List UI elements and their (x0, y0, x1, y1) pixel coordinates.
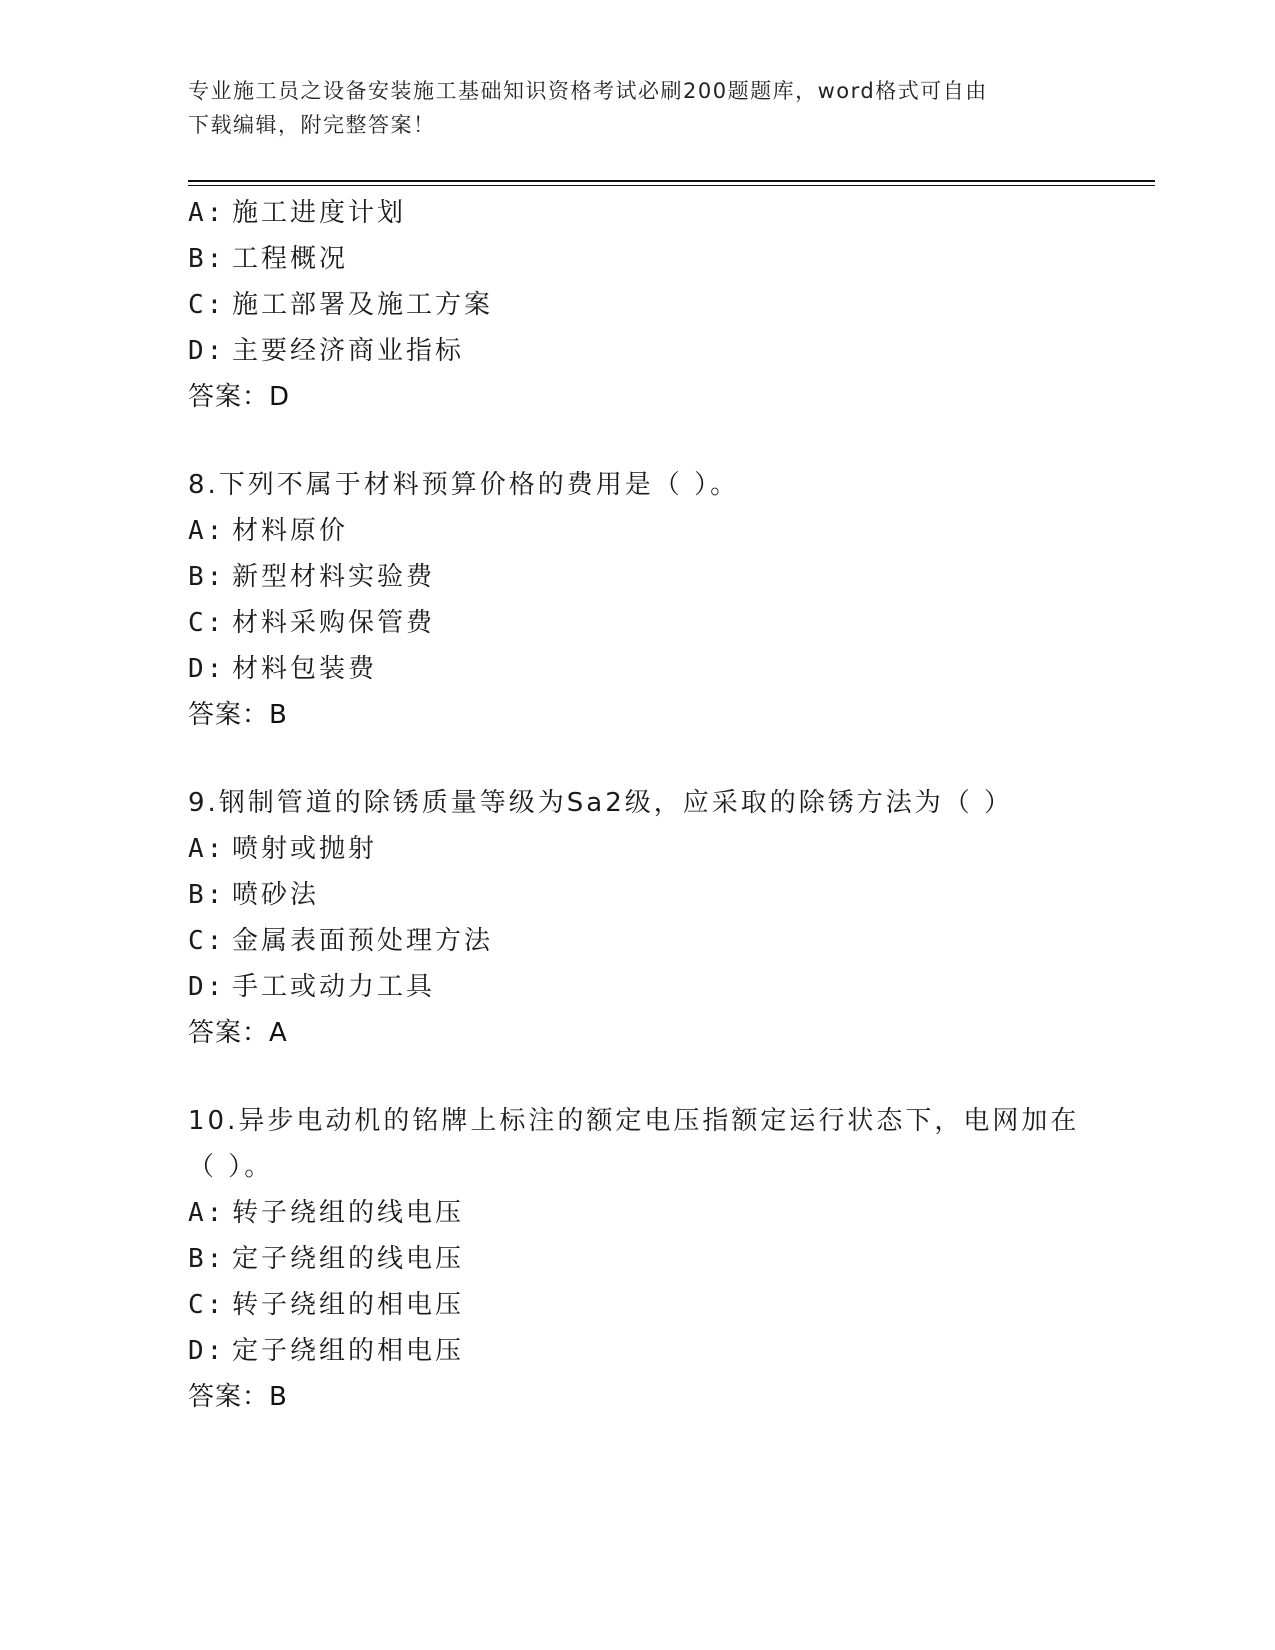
option-letter: D: (188, 654, 226, 684)
option-text: 材料采购保管费 (232, 608, 436, 638)
option-text: 定子绕组的相电压 (232, 1336, 465, 1366)
header-divider-thick (188, 180, 1155, 182)
answer-option (188, 600, 1088, 646)
question-stem: 9.钢制管道的除锈质量等级为Sa2级，应采取的除锈方法为（ ） (188, 788, 1014, 818)
option-letter: D: (188, 336, 226, 366)
option-letter: C: (188, 290, 226, 320)
option-text: 主要经济商业指标 (232, 336, 465, 366)
answer-option (188, 1328, 1088, 1374)
header-line-1: 专业施工员之设备安装施工基础知识资格考试必刷200题题库，word格式可自由 (188, 79, 988, 103)
option-letter: B: (188, 244, 226, 274)
option-letter: A: (188, 198, 226, 228)
option-letter: D: (188, 972, 226, 1002)
option-text: 工程概况 (232, 244, 349, 274)
answer-option (188, 328, 1088, 374)
answer-option (188, 190, 1088, 236)
answer-option (188, 554, 1088, 600)
option-text: 转子绕组的相电压 (232, 1290, 465, 1320)
answer-option (188, 508, 1088, 554)
option-letter: B: (188, 1244, 226, 1274)
option-letter: C: (188, 608, 226, 638)
question-block (188, 462, 1088, 738)
option-letter: C: (188, 926, 226, 956)
question-list (188, 190, 1088, 1462)
option-text: 施工部署及施工方案 (232, 290, 494, 320)
option-letter: B: (188, 880, 226, 910)
answer-option (188, 1282, 1088, 1328)
answer-option (188, 1190, 1088, 1236)
option-text: 喷砂法 (232, 880, 320, 910)
answer-option (188, 872, 1088, 918)
question-block (188, 780, 1088, 1056)
answer-key: 答案：B (188, 700, 288, 730)
option-text: 定子绕组的线电压 (232, 1244, 465, 1274)
answer-option (188, 826, 1088, 872)
question-stem: （ ）。 (188, 1152, 274, 1182)
answer-key: 答案：A (188, 1018, 288, 1048)
option-text: 喷射或抛射 (232, 834, 378, 864)
option-letter: A: (188, 834, 226, 864)
header-line-2: 下载编辑，附完整答案！ (188, 113, 436, 137)
option-text: 手工或动力工具 (232, 972, 436, 1002)
question-stem: 8.下列不属于材料预算价格的费用是（ ）。 (188, 470, 740, 500)
answer-option (188, 236, 1088, 282)
question-block (188, 1098, 1088, 1420)
answer-option (188, 282, 1088, 328)
answer-key: 答案：B (188, 1382, 288, 1412)
option-letter: D: (188, 1336, 226, 1366)
option-text: 材料包装费 (232, 654, 378, 684)
option-text: 材料原价 (232, 516, 349, 546)
answer-option (188, 1236, 1088, 1282)
option-letter: A: (188, 1198, 226, 1228)
answer-key: 答案：D (188, 382, 291, 412)
option-letter: A: (188, 516, 226, 546)
option-letter: B: (188, 562, 226, 592)
option-text: 转子绕组的线电压 (232, 1198, 465, 1228)
answer-option (188, 646, 1088, 692)
option-text: 金属表面预处理方法 (232, 926, 494, 956)
answer-option (188, 918, 1088, 964)
option-text: 施工进度计划 (232, 198, 407, 228)
answer-option (188, 964, 1088, 1010)
option-text: 新型材料实验费 (232, 562, 436, 592)
option-letter: C: (188, 1290, 226, 1320)
page-header (188, 74, 1088, 142)
question-block (188, 190, 1088, 420)
question-stem: 10.异步电动机的铭牌上标注的额定电压指额定运行状态下，电网加在 (188, 1106, 1080, 1136)
header-divider-thin (188, 185, 1155, 186)
